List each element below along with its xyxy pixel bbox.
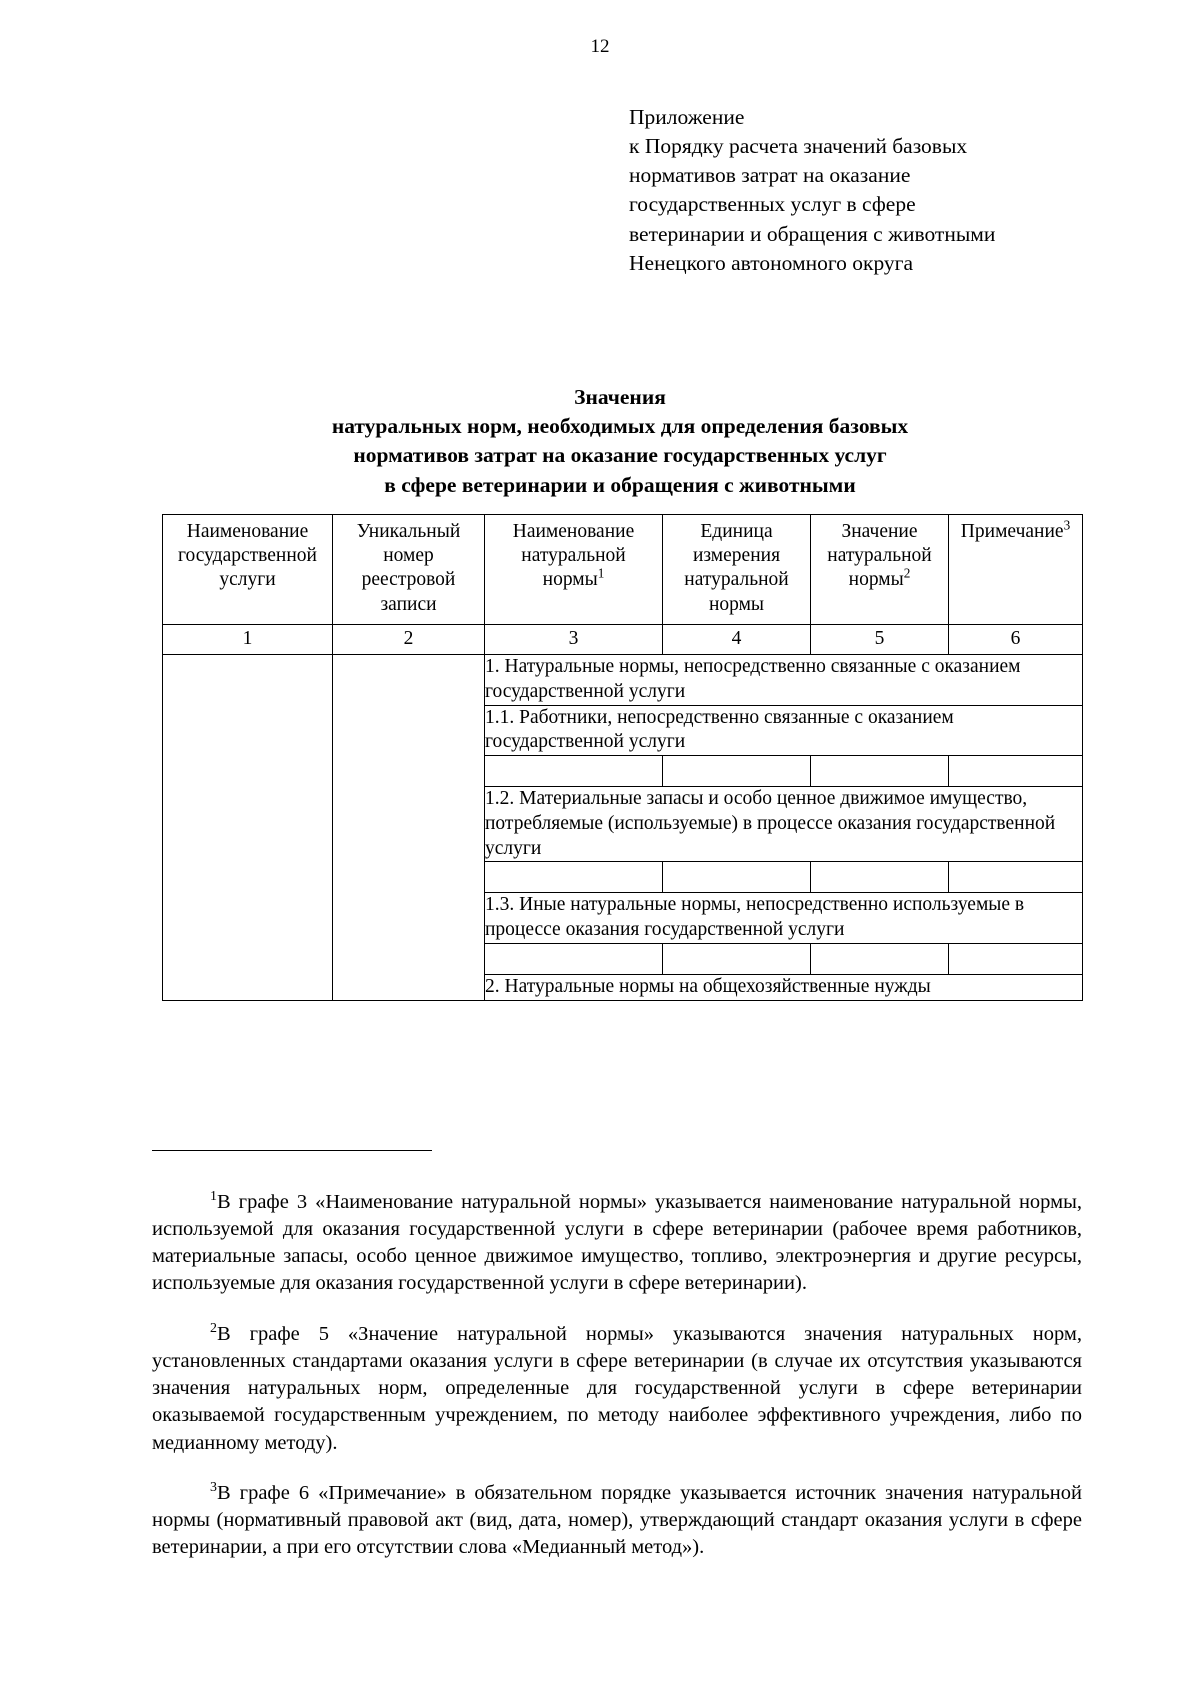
column-header-norm-value: Значение натуральной нормы$^2$	[811, 515, 949, 625]
cell-note[interactable]	[949, 943, 1083, 974]
appendix-line-1: Приложение	[629, 105, 745, 129]
natural-norms-table	[162, 514, 1083, 1001]
footnote-2-marker: 2	[210, 1320, 217, 1336]
section-heading-1-2: 1.2. Материальные запасы и особо ценное движимое имущество, потребляемые (используемые) в процессе оказания государственной услуги	[485, 787, 1083, 862]
section-heading-1-1: 1.1. Работники, непосредственно связанные с оказанием государственной услуги	[485, 705, 1083, 756]
column-number-2: 2	[333, 624, 485, 654]
document-title	[150, 383, 1090, 500]
cell-service-name[interactable]	[163, 655, 333, 1001]
cell-note[interactable]	[949, 862, 1083, 893]
table-header-row	[163, 515, 1083, 625]
cell-norm-name[interactable]	[485, 756, 663, 787]
cell-norm-value[interactable]	[811, 756, 949, 787]
section-heading-1: 1. Натуральные нормы, непосредственно связанные с оказанием государственной услуги	[485, 655, 1083, 706]
appendix-reference-block	[629, 103, 1079, 278]
column-number-1: 1	[163, 624, 333, 654]
cell-unit[interactable]	[663, 862, 811, 893]
section-heading-1-3: 1.3. Иные натуральные нормы, непосредственно используемые в процессе оказания государственной услуги	[485, 893, 1083, 944]
column-number-4: 4	[663, 624, 811, 654]
appendix-line-3: нормативов затрат на оказание	[629, 163, 911, 188]
section-heading-2: 2. Натуральные нормы на общехозяйственные нужды	[485, 974, 1083, 1000]
footnote-separator	[152, 1150, 432, 1151]
table-row	[163, 655, 1083, 706]
table-column-number-row	[163, 624, 1083, 654]
title-line-3: нормативов затрат на оказание государственных услуг	[353, 443, 887, 468]
cell-unit[interactable]	[663, 756, 811, 787]
column-number-6: 6	[949, 624, 1083, 654]
page-number: 12	[590, 36, 610, 57]
cell-norm-value[interactable]	[811, 862, 949, 893]
footnote-3	[152, 1480, 1082, 1562]
column-header-unit: Единица измерения натуральной нормы	[663, 515, 811, 625]
footnote-ref-2: 2	[903, 565, 911, 581]
title-line-4: в сфере ветеринарии и обращения с животными	[384, 472, 856, 497]
column-number-5: 5	[811, 624, 949, 654]
footnote-2	[152, 1321, 1082, 1457]
title-line-2: натуральных норм, необходимых для определения базовых	[331, 414, 909, 439]
column-header-norm-name: Наименование натуральной нормы$^1$	[485, 515, 663, 625]
cell-note[interactable]	[949, 756, 1083, 787]
footnote-1-marker: 1	[210, 1188, 217, 1204]
cell-norm-value[interactable]	[811, 943, 949, 974]
footnote-ref-1: 1	[597, 565, 605, 581]
appendix-line-4: государственных услуг в сфере	[629, 192, 916, 217]
appendix-line-6: Ненецкого автономного округа	[629, 250, 914, 275]
footnote-3-marker: 3	[210, 1479, 217, 1495]
column-number-3: 3	[485, 624, 663, 654]
footnote-ref-3: 3	[1063, 517, 1071, 533]
column-header-service-name: Наименование государственной услуги	[163, 515, 333, 625]
column-header-registry-number: Уникальный номер реестровой записи	[333, 515, 485, 625]
column-header-note: Примечание$^3$	[949, 515, 1083, 625]
appendix-line-2: к Порядку расчета значений базовых	[629, 134, 968, 159]
footnotes-block	[152, 1168, 1082, 1562]
title-line-1: Значения	[574, 385, 666, 409]
footnote-1	[152, 1189, 1082, 1298]
cell-registry-number[interactable]	[333, 655, 485, 1001]
appendix-line-5: ветеринарии и обращения с животными	[629, 221, 996, 246]
cell-norm-name[interactable]	[485, 862, 663, 893]
cell-norm-name[interactable]	[485, 943, 663, 974]
cell-unit[interactable]	[663, 943, 811, 974]
footnote-3-text: В графе 6 «Примечание» в обязательном порядке указывается источник значения натуральной нормы (нормативный правовой акт (вид, дата, номер), утверждающий стандарт оказания услуги в сфере ветеринарии, а при его отсутствии слова «Медианный метод»).	[152, 1481, 1082, 1559]
footnote-1-text: В графе 3 «Наименование натуральной нормы» указывается наименование натуральной нормы, используемой для оказания государственной услуги в сфере ветеринарии (рабочее время работников, материальные запасы, особо ценное движимое имущество, топливо, электроэнергия и другие ресурсы, используемые для оказания государственной услуги в сфере ветеринарии).	[152, 1190, 1082, 1295]
footnote-2-text: В графе 5 «Значение натуральной нормы» указываются значения натуральных норм, установленных стандартами оказания услуги в сфере ветеринарии (в случае их отсутствия указываются значения натуральных норм, определенные для государственной услуги в сфере ветеринарии оказываемой государственным учреждением, по методу наиболее эффективного учреждения, либо по медианному методу).	[152, 1322, 1082, 1454]
